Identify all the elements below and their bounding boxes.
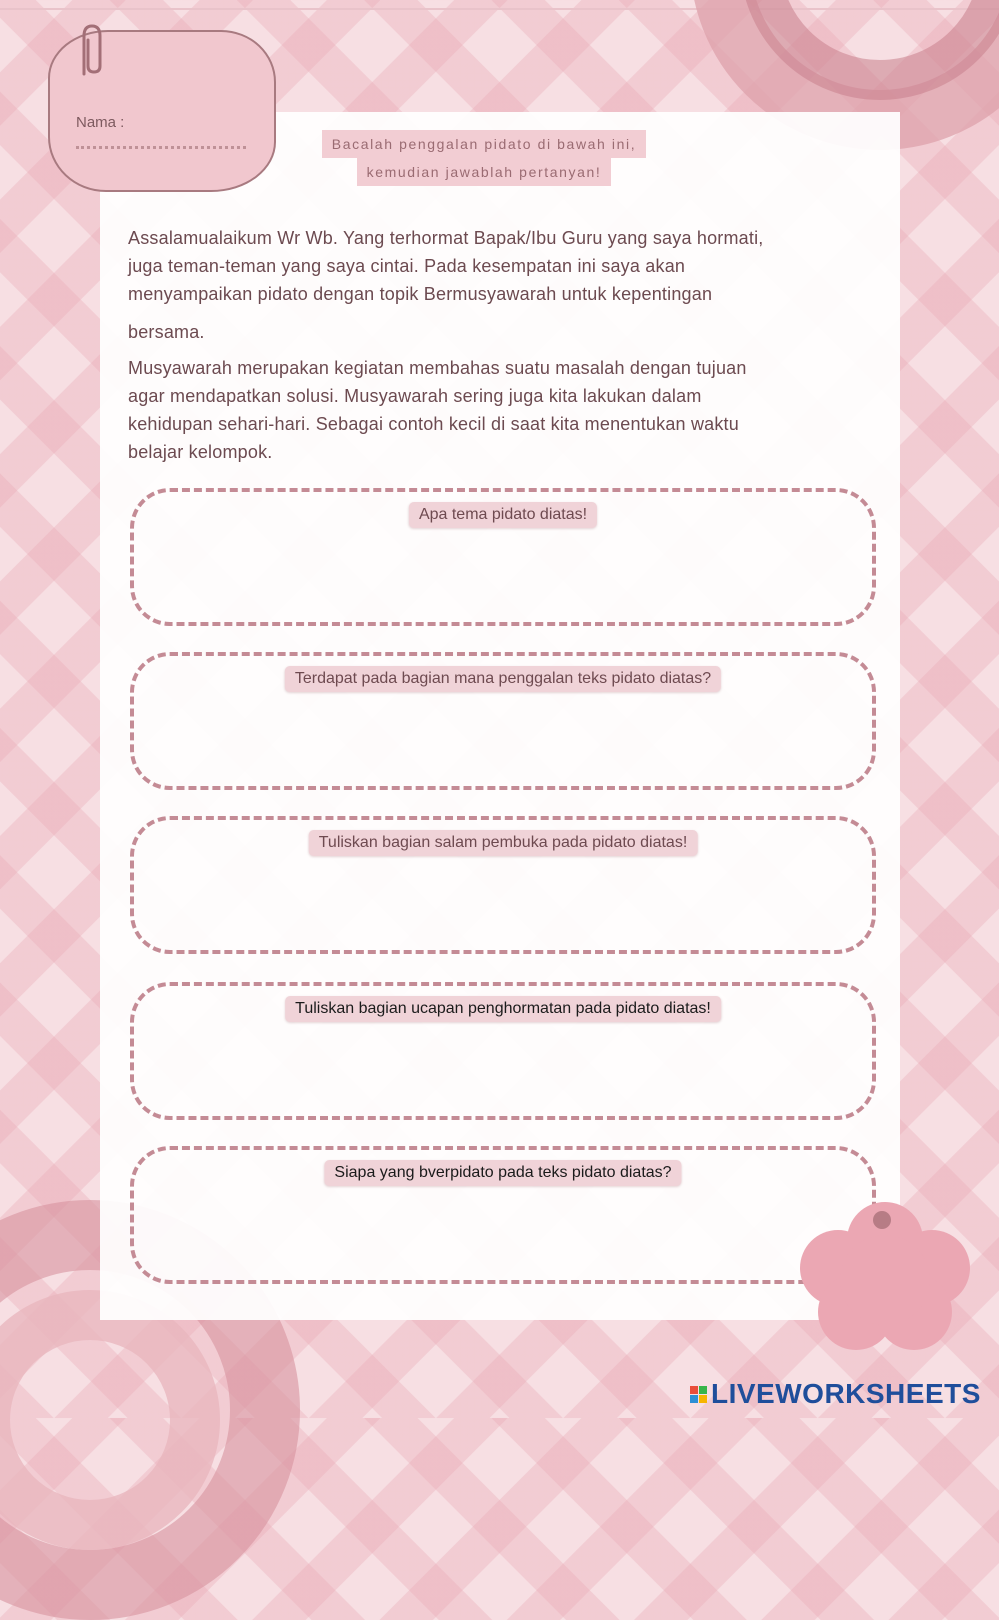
answer-box-5[interactable] [130,1146,876,1284]
brand-name: LIVEWORKSHEETS [711,1378,981,1409]
flower-decoration-icon [790,1200,980,1350]
paperclip-icon [76,22,104,80]
question-label-1: Apa tema pidato diatas! [409,502,597,528]
instruction-line-1: Bacalah penggalan pidato di bawah ini, [322,130,646,158]
question-label-3: Tuliskan bagian salam pembuka pada pidato diatas! [309,830,698,856]
answer-box-1[interactable] [130,488,876,626]
liveworksheets-logo-icon [690,1386,707,1403]
passage-line: Assalamualaikum Wr Wb. Yang terhormat Bapak/Ibu Guru yang saya hormati, [128,228,764,248]
question-label-2: Terdapat pada bagian mana penggalan teks pidato diatas? [285,666,721,692]
question-label-5: Siapa yang bverpidato pada teks pidato diatas? [324,1160,681,1186]
instruction-banner [306,130,662,190]
passage-line: belajar kelompok. [128,442,273,462]
answer-box-2[interactable] [130,652,876,790]
passage-line: Musyawarah merupakan kegiatan membahas suatu masalah dengan tujuan [128,358,747,378]
instruction-line-2: kemudian jawablah pertanyan! [357,158,612,186]
name-label: Nama : [76,114,125,131]
speech-passage [128,224,868,466]
passage-line: agar mendapatkan solusi. Musyawarah sering juga kita lakukan dalam [128,386,702,406]
passage-line: menyampaikan pidato dengan topik Bermusyawarah untuk kepentingan [128,284,713,304]
passage-line: kehidupan sehari-hari. Sebagai contoh kecil di saat kita menentukan waktu [128,414,739,434]
name-input-line[interactable] [76,146,246,149]
passage-line: juga teman-teman yang saya cintai. Pada kesempatan ini saya akan [128,256,686,276]
liveworksheets-brand [690,1378,981,1410]
question-label-4: Tuliskan bagian ucapan penghormatan pada pidato diatas! [285,996,721,1022]
answer-box-3[interactable] [130,816,876,954]
passage-line: bersama. [128,322,205,342]
answer-box-4[interactable] [130,982,876,1120]
